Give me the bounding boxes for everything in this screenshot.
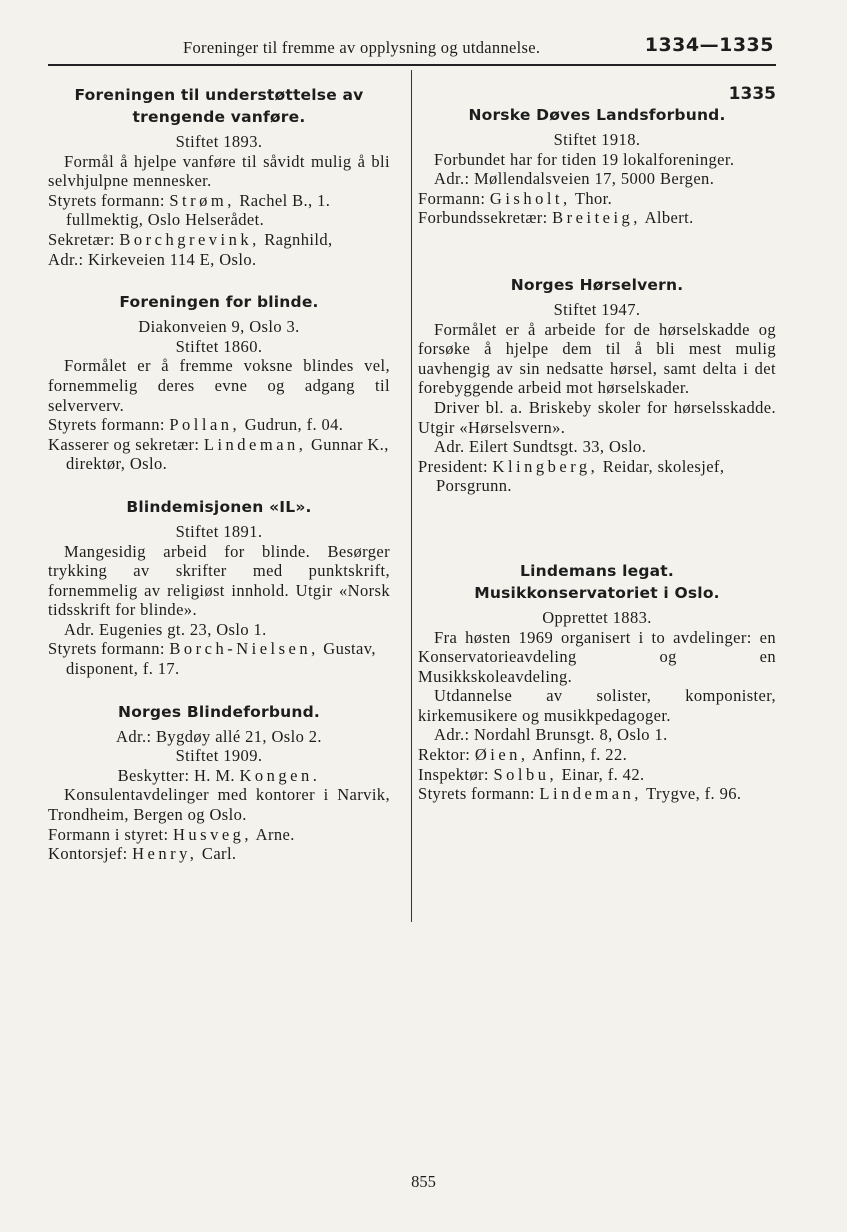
- person-name: Gisholt,: [489, 188, 571, 208]
- details: Anfinn, f. 22.: [532, 745, 628, 765]
- details: Carl.: [201, 844, 237, 864]
- running-title: Foreninger til fremme av opplysning og utdannelse.: [183, 38, 541, 57]
- person-name: Solbu,: [493, 764, 558, 784]
- details: Albert.: [644, 208, 694, 228]
- chair-line: [48, 415, 390, 435]
- entry-norges-horselvern: [418, 274, 776, 496]
- person-name: Øien,: [474, 745, 529, 765]
- label: President:: [418, 456, 488, 476]
- person-name: Borchgrevink,: [119, 229, 260, 249]
- address: Adr.: Kirkeveien 114 E, Oslo.: [48, 249, 257, 269]
- person-name: Klingberg,: [492, 456, 599, 476]
- details: Gustav, disponent, f. 17.: [66, 639, 376, 679]
- office-line: [48, 844, 390, 864]
- details: Gudrun, f. 04.: [244, 415, 344, 435]
- person-name: Kongen.: [239, 765, 321, 785]
- label: Sekretær:: [48, 229, 115, 249]
- entry-range: 1334—1335: [644, 34, 774, 56]
- label: Beskytter: H. M.: [117, 765, 235, 785]
- address: Adr. Eugenies gt. 23, Oslo 1.: [64, 619, 267, 639]
- activity: Driver bl. a. Briskeby skoler for hørselsskadde. Utgir «Hørselsvern».: [418, 397, 776, 437]
- label: Styrets formann:: [48, 190, 165, 210]
- founded: Opprettet 1883.: [542, 607, 652, 627]
- entry-title: Norske Døves Landsforbund.: [468, 106, 726, 124]
- column-divider: [411, 70, 412, 922]
- chair-line: [48, 639, 390, 678]
- label: Styrets formann:: [418, 784, 535, 804]
- label: Formann:: [418, 188, 486, 208]
- entry-title: Blindemisjonen «IL».: [126, 497, 312, 516]
- purpose: Formål å hjelpe vanføre til såvidt mulig å bli selvhjulpne mennesker.: [48, 151, 390, 191]
- entry-blindemisjonen: [48, 496, 390, 679]
- purpose: Formålet er å arbeide for de hørselskadde og forsøke å hjelpe dem til å bli mest mulig uavhengig av sin nedsatte hørsel, samt delta i det forebyggende arbeid mot hørselskader.: [418, 319, 776, 398]
- details: Gunnar K., direktør, Oslo.: [66, 434, 389, 474]
- person-name: Breiteig,: [552, 208, 641, 228]
- details: Einar, f. 42.: [561, 764, 645, 784]
- entry-norges-blindeforbund: [48, 701, 390, 864]
- left-column: [48, 84, 390, 886]
- label: Rektor:: [418, 745, 471, 765]
- entry-lindemans-legat: [418, 560, 776, 804]
- details: Thor.: [574, 188, 613, 208]
- founded: Stiftet 1891.: [175, 521, 263, 541]
- entry-subtitle: Musikkonservatoriet i Oslo.: [474, 583, 720, 602]
- chair-line: [418, 189, 776, 209]
- info: Forbundet har for tiden 19 lokalforeninger.: [434, 149, 735, 169]
- info-education: Utdannelse av solister, komponister, kirkemusikere og musikkpedagoger.: [418, 686, 776, 725]
- founded: Stiftet 1918.: [553, 130, 641, 149]
- label: Kasserer og sekretær:: [48, 434, 200, 454]
- info-divisions: Fra høsten 1969 organisert i to avdelinger: en Konservatorieavdeling og en Musikkskoleavdeling.: [418, 627, 776, 686]
- entry-foreningen-blinde: [48, 291, 390, 474]
- address: Adr.: Møllendalsveien 17, 5000 Bergen.: [434, 169, 715, 189]
- person-name: Pollan,: [169, 415, 241, 435]
- details: Arne.: [255, 824, 295, 844]
- label: Kontorsjef:: [48, 844, 128, 864]
- purpose: Mangesidig arbeid for blinde. Besørger trykking av skrifter med punktskrift, fornemmelig av religiøst innhold. Utgir «Norsk tidsskrift for blinde».: [48, 541, 390, 620]
- purpose: Formålet er å fremme voksne blindes vel, fornemmelig deres evne og adgang til selververv.: [48, 356, 390, 415]
- page-number: 855: [411, 1172, 436, 1191]
- right-column: [418, 84, 776, 826]
- details: Rachel B., 1. fullmektig, Oslo Helserådet.: [66, 190, 331, 230]
- entry-title: Lindemans legat.: [520, 561, 674, 580]
- person-name: Borch-Nielsen,: [169, 639, 319, 659]
- entry-title: Foreningen til understøttelse av trengende vanføre.: [74, 86, 364, 126]
- address: Diakonveien 9, Oslo 3.: [138, 317, 300, 337]
- running-header: [48, 34, 776, 60]
- label: Styrets formann:: [48, 415, 165, 435]
- label: Formann i styret:: [48, 824, 169, 844]
- details: Ragnhild,: [264, 229, 333, 249]
- patron-line: [48, 766, 390, 786]
- secretary-line: [418, 208, 776, 228]
- header-rule: [48, 64, 776, 66]
- chair-line: [48, 191, 390, 230]
- inspector-line: [418, 765, 776, 785]
- entry-number: 1335: [728, 84, 776, 104]
- founded: Stiftet 1860.: [175, 336, 263, 356]
- entry-foreningen-vanfore: [48, 84, 390, 269]
- label: Forbundssekretær:: [418, 208, 548, 228]
- president-line: [418, 457, 776, 496]
- entry-title: Norges Hørselvern.: [510, 275, 684, 294]
- info: Konsulentavdelinger med kontorer i Narvik, Trondheim, Bergen og Oslo.: [48, 785, 390, 825]
- address: Adr.: Bygdøy allé 21, Oslo 2.: [116, 726, 322, 746]
- person-name: Lindeman,: [539, 784, 642, 804]
- details: Reidar, skolesjef, Porsgrunn.: [436, 456, 725, 496]
- founded: Stiftet 1909.: [175, 746, 263, 766]
- person-name: Strøm,: [169, 190, 235, 210]
- treasurer-line: [48, 435, 390, 474]
- person-name: Lindeman,: [203, 434, 307, 454]
- chair-line: [418, 784, 776, 804]
- person-name: Husveg,: [173, 824, 253, 844]
- address: Adr. Eilert Sundtsgt. 33, Oslo.: [434, 437, 647, 457]
- entry-norske-doves: [418, 84, 776, 228]
- label: Inspektør:: [418, 764, 489, 784]
- rector-line: [418, 745, 776, 765]
- label: Styrets formann:: [48, 639, 165, 659]
- founded: Stiftet 1947.: [553, 299, 641, 319]
- person-name: Henry,: [132, 844, 198, 864]
- address: Adr.: Nordahl Brunsgt. 8, Oslo 1.: [434, 725, 668, 745]
- secretary-line: [48, 230, 390, 250]
- founded: Stiftet 1893.: [175, 132, 263, 151]
- entry-title: Norges Blindeforbund.: [118, 702, 320, 721]
- chair-line: [48, 825, 390, 845]
- entry-title: Foreningen for blinde.: [119, 293, 319, 312]
- details: Trygve, f. 96.: [646, 784, 742, 804]
